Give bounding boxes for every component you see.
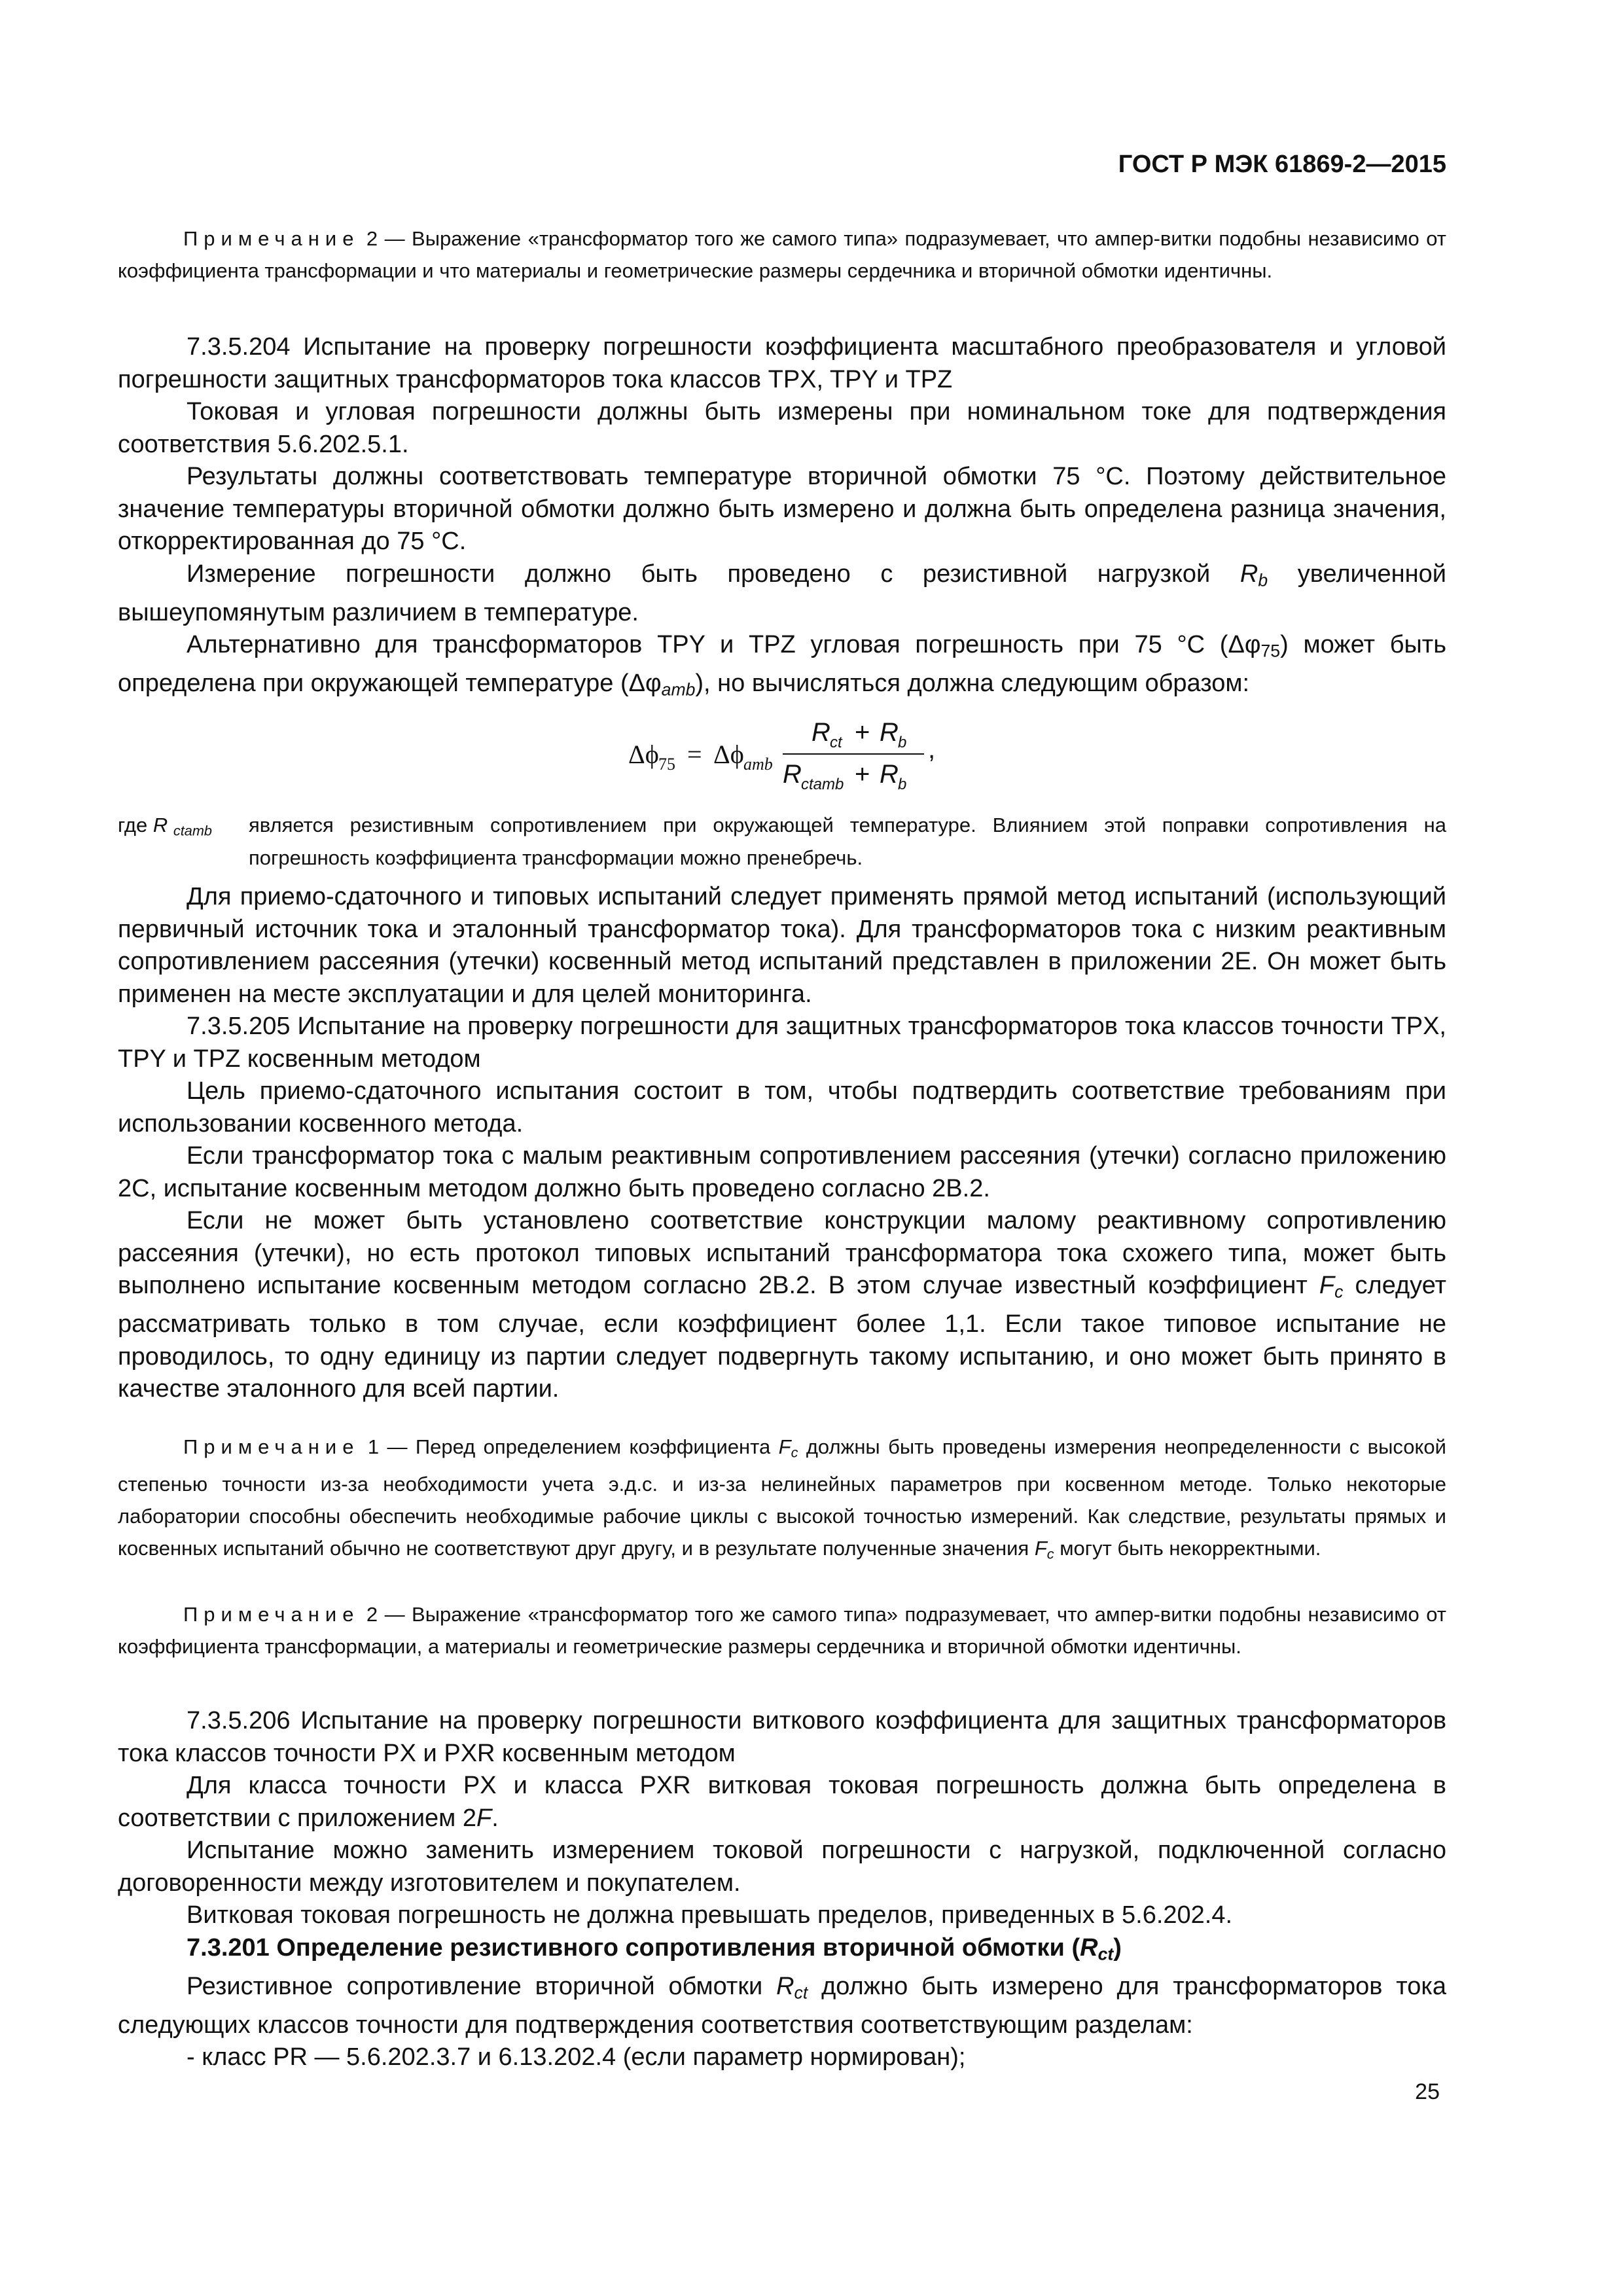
section-title-7-3-201: 7.3.201 Определение резистивного сопротивления вторичной обмотки $(R_{ct})$ — [187, 1933, 1122, 1964]
paragraph: Альтернативно для трансформаторов TPY и TPZ угловая погрешность при 75 °С $(\Delta\varphi_{75})$ может быть определена при окружающей температуре $(\Delta\varphi_{amb})$, но вычисляться должна следующим образом: — [118, 631, 1447, 700]
formula-den-r2-sub: b — [898, 776, 907, 791]
document-header: ГОСТ Р МЭК 61869-2—2015 — [1118, 151, 1446, 178]
section-7-3-5-206 — [118, 1705, 1446, 2074]
section-after-formula — [118, 881, 1446, 1406]
paragraph: Измерение погрешности должно быть проведено с резистивной нагрузкой $R_b$ увеличенной вышеупомянутым различием в температуре. — [118, 560, 1446, 626]
page-number: 25 — [1415, 2079, 1440, 2104]
formula-plus-2: + — [855, 760, 870, 789]
formula-den-r1-sub: ctamb — [801, 776, 844, 791]
paragraph: Цель приемо-сдаточного испытания состоит в том, чтобы подтвердить соответствие требованиям при использовании косвенного метода. — [118, 1077, 1446, 1138]
formula-den-r2: R — [880, 760, 899, 789]
paragraph: Для класса точности PX и класса PXR витковая токовая погрешность должна быть определена в соответствии с приложением 2F. — [118, 1772, 1446, 1832]
paragraph: Если не может быть установлено соответствие конструкции малому реактивному сопротивлению рассеяния (утечки), но есть протокол типовых испытаний трансформатора тока схожего типа, может быть выполнено испытание косвенным методом согласно 2B.2. В этом случае известный коэффициент $F_c$ следует рассматривать только в том случае, если коэффициент более 1,1. Если такое типовое испытание не проводилось, то одну единицу из партии следует подвергнуть такому испытанию, и оно может быть принято в качестве эталонного для всей партии. — [118, 1207, 1447, 1403]
paragraph: Токовая и угловая погрешности должны быть измерены при номинальном токе для подтверждения соответствия 5.6.202.5.1. — [118, 398, 1446, 458]
note-2: Примечание 2 — Выражение «трансформатор того же самого типа» подразумевает, что ампер-витки подобны независимо от коэффициента трансформации, а материалы и геометрические размеры сердечника и вторичной обмотки идентичны. — [118, 1603, 1446, 1658]
formula-rhs-sub: amb — [743, 755, 773, 774]
note-1: Примечание 1 — Перед определением коэффициента $F_c$ должны быть проведены измерения неопределенности с высокой степенью точности из-за необходимости учета э.д.с. и из-за нелинейных параметров при косвенном методе. Только некоторые лаборатории способны обеспечить необходимые рабочие циклы с высокой точностью измерений. Как следствие, результаты прямых и косвенных испытаний обычно не соответствуют друг другу, и в результате полученные значения $F_c$ могут быть некорректными. — [118, 1435, 1446, 1562]
paragraph: Испытание можно заменить измерением токовой погрешности с нагрузкой, подключенной согласно договоренности между изготовителем и покупателем. — [118, 1837, 1446, 1897]
paragraph: Резистивное сопротивление вторичной обмотки $R_{ct}$ должно быть измерено для трансформаторов тока следующих классов точности для подтверждения соответствия соответствующим разделам: — [118, 1972, 1446, 2039]
formula-den-r1: R — [783, 760, 802, 789]
where-text: является резистивным сопротивлением при окружающей температуре. Влиянием этой поправки сопротивления на погрешность коэффициента трансформации можно пренебречь. — [249, 814, 1446, 869]
formula-rhs: Δϕ — [713, 740, 744, 769]
formula-num-r2-sub: b — [898, 734, 907, 751]
section-title: 7.3.5.206 Испытание на проверку погрешности виткового коэффициента для защитных трансформаторов тока классов точности PX и PXR косвенным методом — [118, 1707, 1446, 1767]
formula-plus: + — [855, 718, 870, 747]
formula-num-r2: R — [880, 718, 899, 747]
paragraph: Если трансформатор тока с малым реактивным сопротивлением рассеяния (утечки) согласно приложению 2C, испытание косвенным методом должно быть проведено согласно 2B.2. — [118, 1142, 1446, 1202]
note-top — [118, 223, 1446, 287]
formula-eq: = — [687, 740, 702, 769]
section-7-3-5-204 — [118, 331, 1446, 706]
formula-lhs: Δϕ — [628, 740, 659, 769]
formula-num-r1-sub: ct — [830, 734, 842, 751]
paragraph: Витковая токовая погрешность не должна превышать пределов, приведенных в 5.6.202.4. — [187, 1901, 1233, 1929]
paragraph: Результаты должны соответствовать температуре вторичной обмотки 75 °С. Поэтому действительное значение температуры вторичной обмотки должно быть измерено и должна быть определена разница значения, откорректированная до 75 °С. — [118, 463, 1446, 555]
note-text: 2 — Выражение «трансформатор того же самого типа» подразумевает, что ампер-витки подобны независимо от коэффициента трансформации и что материалы и геометрические размеры сердечника и вторичной обмотки идентичны. — [118, 227, 1446, 282]
paragraph: Для приемо-сдаточного и типовых испытаний следует применять прямой метод испытаний (использующий первичный источник тока и эталонный трансформатор тока). Для трансформаторов тока с низким реактивным сопротивлением рассеяния (утечки) косвенный метод испытаний представлен в приложении 2E. Он может быть применен на месте эксплуатации и для целей мониторинга. — [118, 883, 1446, 1008]
note-label: Примечание — [183, 227, 360, 250]
formula-where: где R $_{ctamb}$ является резистивным сопротивлением при окружающей температуре. Влиянием этой поправки сопротивления на погрешность коэффициента трансформации можно пренебречь. — [118, 809, 1446, 874]
section-title: 7.3.5.204 Испытание на проверку погрешности коэффициента масштабного преобразователя и угловой погрешности защитных трансформаторов тока классов TPX, TPY и TPZ — [118, 333, 1446, 393]
formula — [628, 712, 1021, 791]
formula-num-r1: R — [812, 718, 830, 747]
formula-lhs-sub: 75 — [658, 755, 675, 774]
list-item: - класс PR — 5.6.202.3.7 и 6.13.202.4 (если параметр нормирован); — [187, 2043, 966, 2072]
formula-comma: , — [928, 735, 936, 764]
section-title: 7.3.5.205 Испытание на проверку погрешности для защитных трансформаторов тока классов точности TPX, TPY и TPZ косвенным методом — [118, 1013, 1446, 1073]
